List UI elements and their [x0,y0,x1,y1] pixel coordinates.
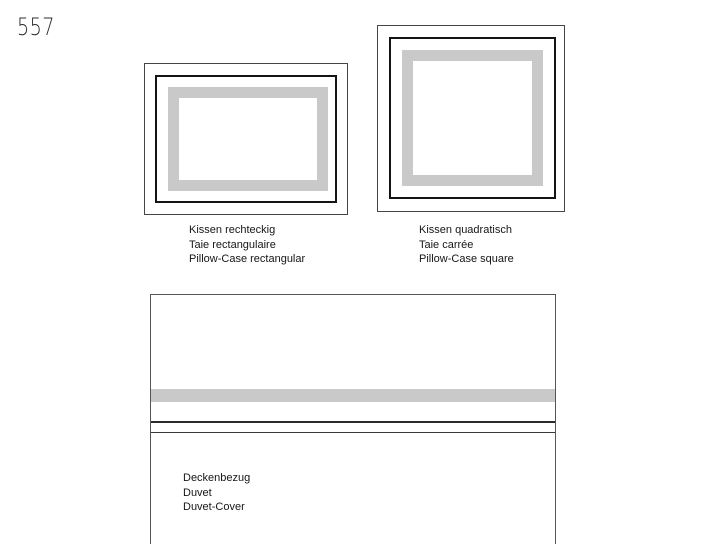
pillow-rectangular-caption-en: Pillow-Case rectangular [189,253,306,265]
pillow-rectangular-caption-fr: Taie rectangulaire [189,238,276,251]
duvet-cover-flap-edge [151,421,555,423]
duvet-cover-flap-fold-line [151,432,555,433]
page-number: 557 [17,13,55,41]
pillow-square-fabric-band [402,50,543,186]
duvet-cover-caption-fr: Duvet [183,486,212,499]
duvet-cover-body [150,294,556,544]
duvet-cover-caption [183,471,250,515]
pillow-square-caption [419,223,514,267]
pillow-square-caption-fr: Taie carrée [419,238,474,251]
duvet-cover-caption-en: Duvet-Cover [183,501,245,513]
pillow-rectangular-fabric-band [168,87,328,191]
duvet-cover-fabric-band [151,389,555,402]
duvet-cover-caption-de: Deckenbezug [183,472,251,484]
pillow-square-caption-de: Kissen quadratisch [419,224,512,236]
pillow-square-caption-en: Pillow-Case square [419,253,514,265]
pillow-rectangular-caption-de: Kissen rechteckig [189,224,276,236]
pillow-rectangular-caption [189,223,305,267]
